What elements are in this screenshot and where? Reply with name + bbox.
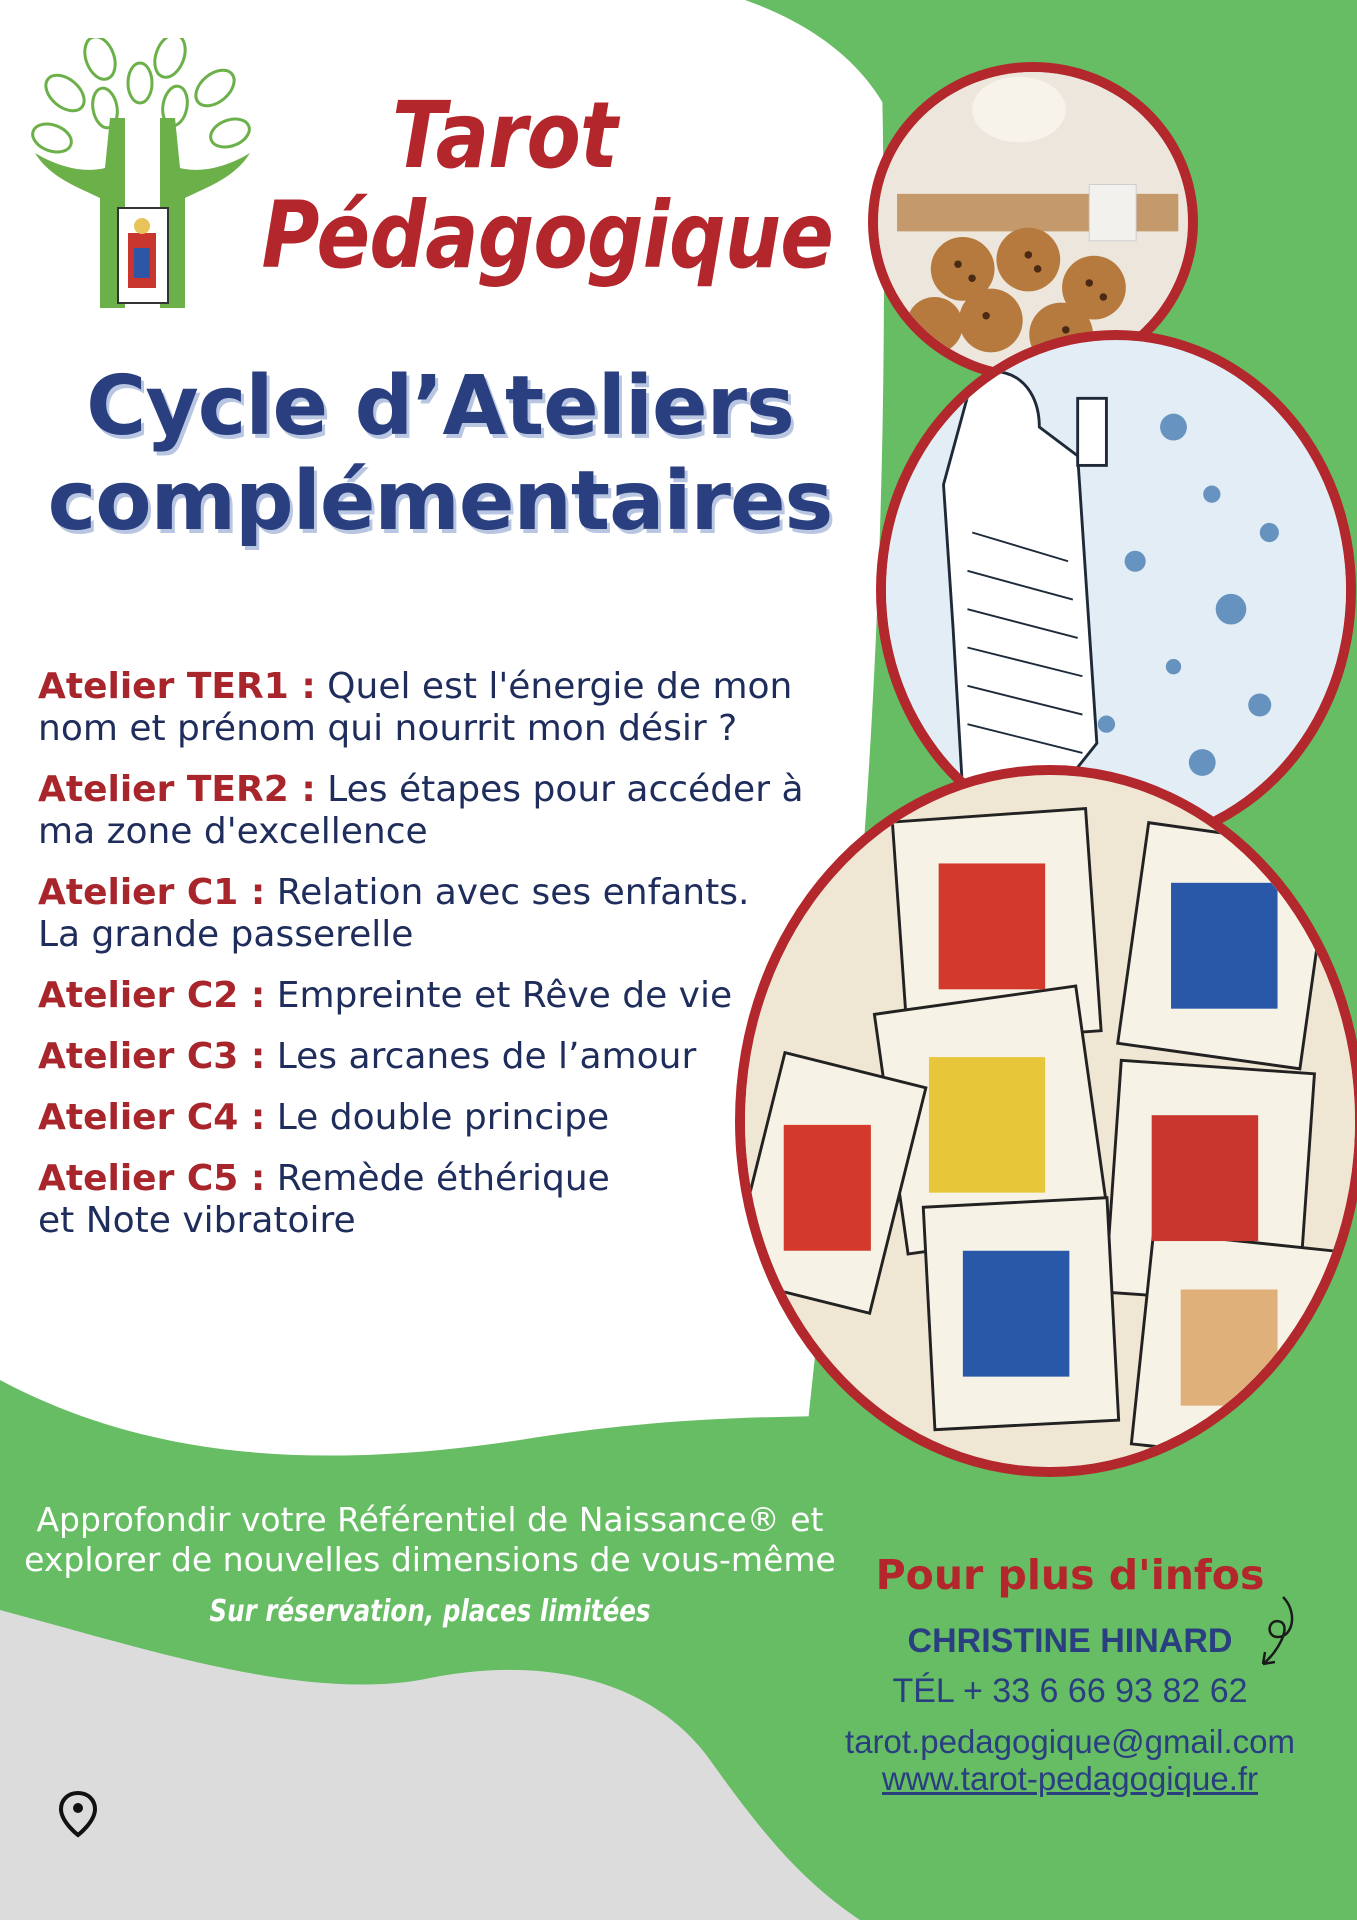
contact-heading: Pour plus d'infos (875, 1551, 1265, 1599)
tree-hands-logo (30, 38, 255, 318)
tarot-cards-photo (735, 765, 1357, 1477)
workshop-key: Atelier C2 : (38, 975, 266, 1016)
workshop-text: Le double principe (276, 1097, 610, 1138)
contact-website[interactable]: www.tarot-pedagogique.fr (881, 1760, 1259, 1797)
workshop-key: Atelier C3 : (38, 1036, 266, 1077)
contact-name: CHRISTINE HINARD (907, 1622, 1233, 1660)
workshop-text: Remède éthérique (276, 1158, 610, 1199)
tagline-line2: explorer de nouvelles dimensions de vous-même (24, 1540, 836, 1579)
workshop-key: Atelier TER1 : (38, 666, 316, 707)
workshop-key: Atelier TER2 : (38, 769, 316, 810)
workshop-text: Les étapes pour accéder à (327, 769, 804, 810)
workshop-item (38, 872, 878, 956)
reservation-note: Sur réservation, places limitées (209, 1594, 651, 1629)
workshop-text-2: nom et prénom qui nourrit mon désir ? (38, 708, 738, 749)
workshop-key: Atelier C1 : (38, 872, 266, 913)
title-line2: complémentaires (47, 454, 833, 549)
workshop-text-2: La grande passerelle (38, 914, 414, 955)
location-pin-icon (56, 1789, 100, 1839)
workshop-item (38, 666, 878, 750)
workshop-text-2: et Note vibratoire (38, 1200, 356, 1241)
workshop-text: Empreinte et Rêve de vie (276, 975, 733, 1016)
workshop-text-2: ma zone d'excellence (38, 811, 428, 852)
title-line1: Cycle d’Ateliers (86, 359, 794, 454)
tagline (0, 1500, 860, 1580)
contact-phone: TÉL + 33 6 66 93 82 62 (892, 1672, 1248, 1710)
workshop-text: Relation avec ses enfants. (276, 872, 750, 913)
curly-arrow-icon (1253, 1592, 1303, 1672)
contact-email[interactable]: tarot.pedagogique@gmail.com (845, 1723, 1295, 1760)
workshop-key: Atelier C5 : (38, 1158, 266, 1199)
workshop-key: Atelier C4 : (38, 1097, 266, 1138)
brand-line1: Tarot (392, 82, 617, 189)
workshop-item (38, 769, 878, 853)
tagline-line1: Approfondir votre Référentiel de Naissance® et (36, 1500, 824, 1539)
workshop-text: Quel est l'énergie de mon (327, 666, 793, 707)
brand-line2: Pédagogique (261, 182, 834, 289)
workshop-text: Les arcanes de l’amour (276, 1036, 697, 1077)
